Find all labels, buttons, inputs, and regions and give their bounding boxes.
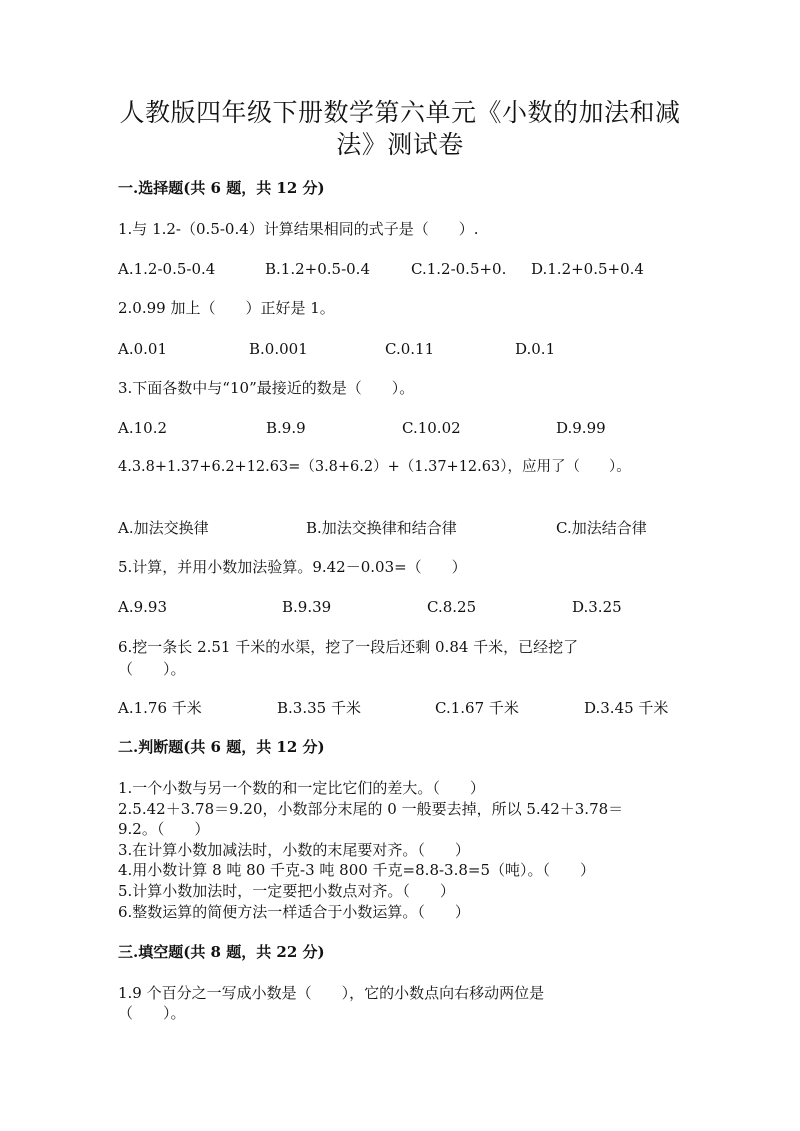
page-title-line1: 人教版四年级下册数学第六单元《小数的加法和减 — [119, 98, 681, 127]
q2-option-b: B.0.001 — [249, 340, 308, 358]
judge-line-6: 5.计算小数加法时，一定要把小数点对齐。（ ） — [118, 882, 455, 900]
judge-line-4: 3.在计算小数加减法时，小数的末尾要对齐。（ ） — [118, 841, 470, 859]
q1-option-c: C.1.2-0.5+0. — [411, 260, 507, 278]
q6-option-c: C.1.67 千米 — [435, 699, 519, 717]
q3-option-c: C.10.02 — [402, 419, 461, 437]
q6-option-b: B.3.35 千米 — [277, 699, 361, 717]
question-4-text: 4.3.8+1.37+6.2+12.63=（3.8+6.2）+（1.37+12.63），应用了（ ）。 — [118, 459, 631, 475]
judge-line-5: 4.用小数计算 8 吨 80 千克-3 吨 800 千克=8.8-3.8=5（吨）。（ ） — [118, 861, 596, 879]
question-2-text: 2.0.99 加上（ ）正好是 1。 — [118, 299, 335, 317]
judge-line-7: 6.整数运算的简便方法一样适合于小数运算。（ ） — [118, 903, 470, 921]
fill-question-1-line1: 1.9 个百分之一写成小数是（ ），它的小数点向右移动两位是 — [118, 984, 545, 1002]
page-title-line2: 法》测试卷 — [336, 130, 464, 159]
q5-option-d: D.3.25 — [572, 598, 622, 616]
question-1-text: 1.与 1.2-（0.5-0.4）计算结果相同的式子是（ ）. — [118, 220, 479, 238]
question-5-text: 5.计算，并用小数加法验算。9.42－0.03=（ ） — [118, 558, 467, 576]
judge-line-2: 2.5.42＋3.78＝9.20，小数部分末尾的 0 一般要去掉，所以 5.42＋3.78＝ — [118, 800, 624, 818]
q2-option-c: C.0.11 — [385, 340, 435, 358]
q5-option-a: A.9.93 — [118, 598, 167, 616]
q1-option-d: D.1.2+0.5+0.4 — [531, 260, 644, 278]
question-6-text-line2: （ ）。 — [118, 660, 186, 678]
question-6-text-line1: 6.挖一条长 2.51 千米的水渠，挖了一段后还剩 0.84 千米，已经挖了 — [118, 638, 579, 656]
q6-option-d: D.3.45 千米 — [584, 699, 669, 717]
q4-option-a: A.加法交换律 — [118, 519, 209, 537]
judge-line-3: 9.2。（ ） — [118, 820, 210, 838]
question-3-text: 3.下面各数中与“10”最接近的数是（ ）。 — [118, 379, 415, 397]
fill-question-1-line2: （ ）。 — [118, 1004, 186, 1022]
section3-heading: 三.填空题(共 8 题，共 22 分) — [118, 943, 325, 961]
q4-option-b: B.加法交换律和结合律 — [306, 519, 457, 537]
q2-option-d: D.0.1 — [515, 340, 556, 358]
q1-option-a: A.1.2-0.5-0.4 — [118, 260, 216, 278]
q3-option-a: A.10.2 — [118, 419, 167, 437]
section2-heading: 二.判断题(共 6 题，共 12 分) — [118, 738, 325, 756]
q3-option-b: B.9.9 — [266, 419, 306, 437]
q5-option-b: B.9.39 — [282, 598, 332, 616]
q1-option-b: B.1.2+0.5-0.4 — [265, 260, 370, 278]
q4-option-c: C.加法结合律 — [556, 519, 647, 537]
q3-option-d: D.9.99 — [556, 419, 606, 437]
q2-option-a: A.0.01 — [118, 340, 167, 358]
judge-line-1: 1.一个小数与另一个数的和一定比它们的差大。（ ） — [118, 779, 485, 797]
q6-option-a: A.1.76 千米 — [118, 699, 202, 717]
q5-option-c: C.8.25 — [427, 598, 477, 616]
section1-heading: 一.选择题(共 6 题，共 12 分) — [118, 179, 325, 197]
